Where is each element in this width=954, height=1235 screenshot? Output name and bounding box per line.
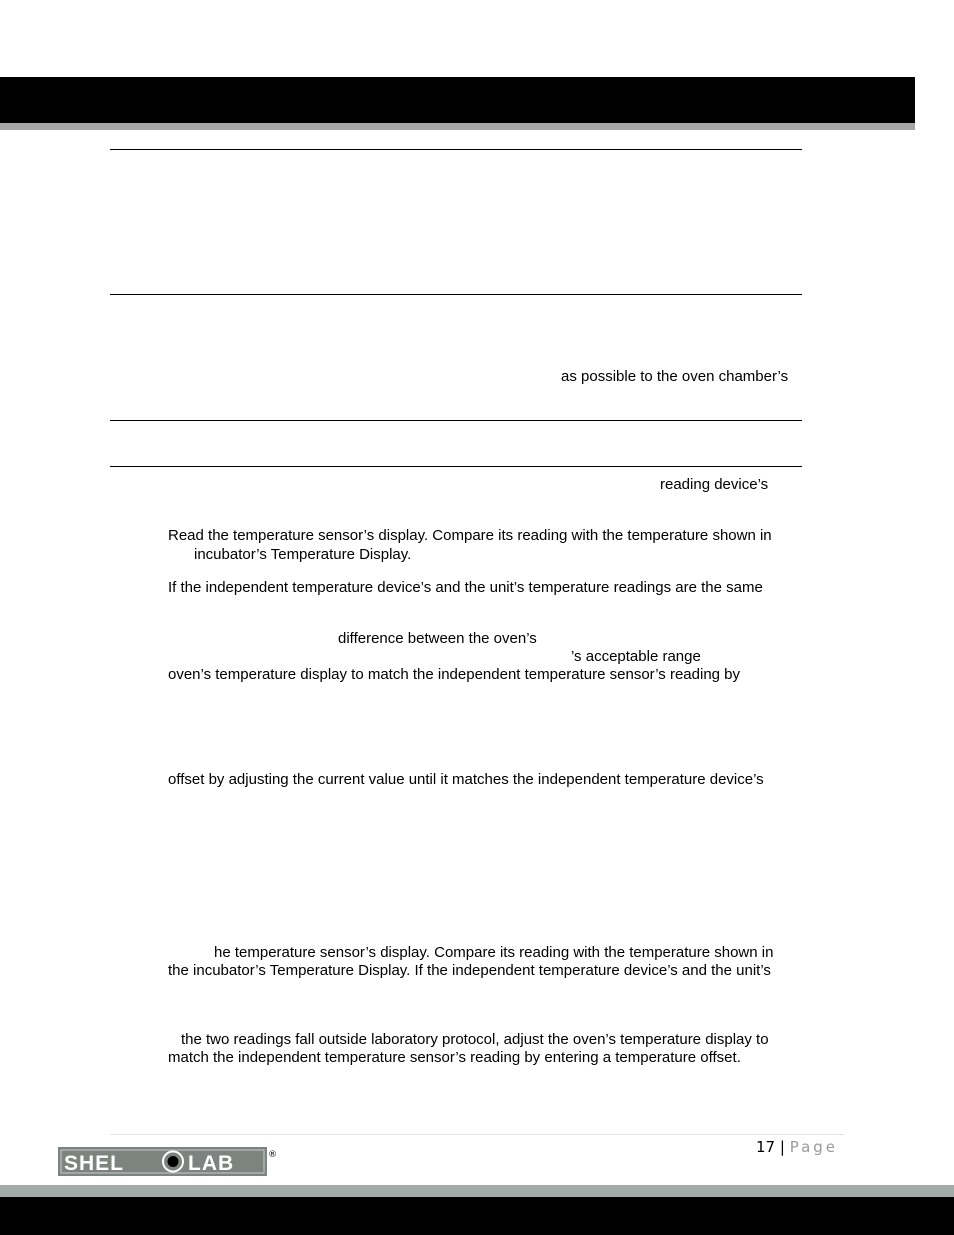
body-text-line: the two readings fall outside laboratory protocol, adjust the oven’s temperature display to: [181, 1031, 769, 1048]
body-text-line: ’s acceptable range: [571, 648, 701, 665]
footer-accent-bar: [0, 1185, 954, 1197]
page-number-value: 17: [756, 1138, 776, 1156]
section-divider: [110, 149, 802, 150]
body-text-line: match the independent temperature sensor’s reading by entering a temperature offset.: [168, 1049, 741, 1066]
registered-mark: ®: [268, 1150, 277, 1160]
section-divider: [110, 294, 802, 295]
header-band: [0, 77, 915, 123]
footer-band: [0, 1197, 954, 1235]
footer-divider: [110, 1134, 844, 1135]
logo-text-shel: SHEL: [64, 1152, 125, 1175]
page-number: [756, 1137, 838, 1157]
logo-graphic: [57, 1145, 279, 1179]
body-text-line: as possible to the oven chamber’s: [561, 368, 789, 385]
page-label: Page: [789, 1138, 839, 1156]
body-text-line: incubator’s Temperature Display.: [194, 546, 412, 563]
shellab-logo: [57, 1145, 279, 1184]
body-text-line: reading device’s: [660, 476, 769, 493]
body-text-line: difference between the oven’s: [338, 630, 537, 647]
body-text-line: oven’s temperature display to match the independent temperature sensor’s reading by: [168, 666, 741, 683]
body-text-line: Read the temperature sensor’s display. Compare its reading with the temperature shown in: [168, 527, 772, 544]
header-accent-bar: [0, 123, 915, 130]
section-divider: [110, 466, 802, 467]
section-divider: [110, 420, 802, 421]
body-text-line: the incubator’s Temperature Display. If the independent temperature device’s and the unit’s: [168, 962, 771, 979]
logo-text-lab: LAB: [188, 1152, 235, 1175]
body-text-line: offset by adjusting the current value until it matches the independent temperature device’s: [168, 771, 764, 788]
logo-dot-icon: [168, 1156, 179, 1167]
page-number-separator: |: [779, 1138, 785, 1156]
body-text-line: he temperature sensor’s display. Compare its reading with the temperature shown in: [214, 944, 774, 961]
body-text-line: If the independent temperature device’s and the unit’s temperature readings are the same: [168, 579, 763, 596]
